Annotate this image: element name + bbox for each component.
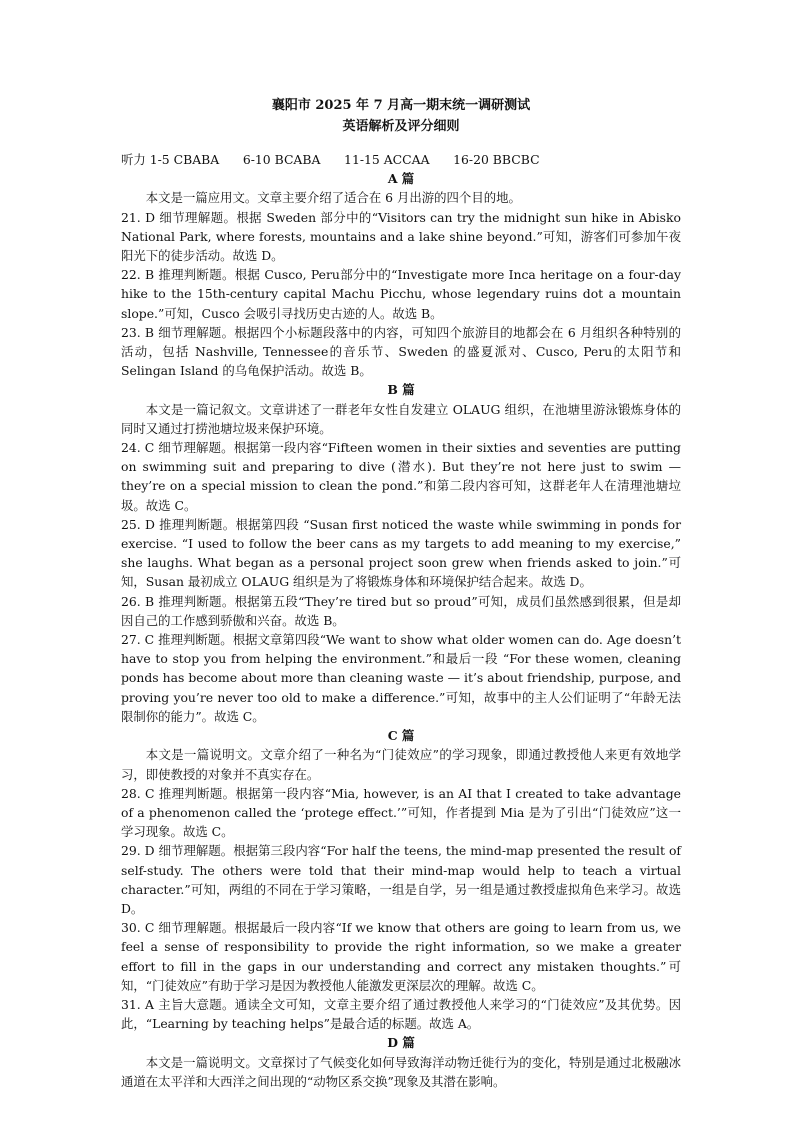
section-heading-c: C 篇 xyxy=(387,728,415,744)
question-25: 25. D 推理判断题。根据第四段 “Susan first noticed the waste while swimming in ponds for exercise. “I used to follow the beer cans as my targets to add meaning to my exercise,” she laughs. What began as a personal project soon grew when friends asked to join.”可知，Susan 最初成立 OLAUG 组织是为了将锻炼身体和环境保护结合起来。故选 D。 xyxy=(121,516,681,590)
question-24: 24. C 细节理解题。根据第一段内容“Fifteen women in their sixties and seventies are putting on swimming suit and preparing to dive (潜水). But they’re not here just to swim — they’re on a special mission to clean the pond.”和第二段内容可知，这群老年人在清理池塘垃圾。故选 C。 xyxy=(121,440,681,513)
section-heading-d: D 篇 xyxy=(387,1035,415,1051)
question-26: 26. B 推理判断题。根据第五段“They’re tired but so proud”可知，成员们虽然感到很累，但是却因自己的工作感到骄傲和兴奋。故选 B。 xyxy=(121,593,681,628)
listening-answers: 听力 1-5 CBABA 6-10 BCABA 11-15 ACCAA 16-20 BBCBC xyxy=(121,152,540,167)
question-29: 29. D 细节理解题。根据第三段内容“For half the teens, the mind-map presented the result of self-study. The others were told that their mind-map would help to teach a virtual character.”可知，两组的不同在于学习策略，一组是自学，另一组是通过教授虚拟角色来学习。故选 D。 xyxy=(121,843,681,916)
section-intro-a: 本文是一篇应用文。文章主要介绍了适合在 6 月出游的四个目的地。 xyxy=(145,190,521,206)
section-intro-b: 本文是一篇记叙文。文章讲述了一群老年女性自发建立 OLAUG 组织，在池塘里游泳锻炼身体的同时又通过打捞池塘垃圾来保护环境。 xyxy=(121,401,681,436)
section-intro-c: 本文是一篇说明文。文章介绍了一种名为“门徒效应”的学习现象，即通过教授他人来更有效地学习，即使教授的对象并不真实存在。 xyxy=(121,747,681,782)
page-subtitle: 英语解析及评分细则 xyxy=(342,119,460,134)
question-28: 28. C 推理判断题。根据第一段内容“Mia, however, is an AI that I created to take advantage of a phenomenon called the ‘protege effect.’”可知，作者提到 Mia 是为了引出“门徒效应”这一学习现象。故选 C。 xyxy=(121,785,681,840)
section-heading-a: A 篇 xyxy=(387,171,415,187)
question-22: 22. B 推理判断题。根据 Cusco, Peru部分中的“Investigate more Inca heritage on a four-day hike to the 15th-century capital Machu Picchu, whose legendary ruins dot a mountain slope.”可知，Cusco 会吸引寻找历史古迹的人。故选 B。 xyxy=(121,267,681,321)
section-intro-d: 本文是一篇说明文。文章探讨了气候变化如何导致海洋动物迁徙行为的变化，特别是通过北极融冰通道在太平洋和大西洋之间出现的“动物区系交换”现象及其潜在影响。 xyxy=(121,1054,681,1089)
question-27: 27. C 推理判断题。根据文章第四段“We want to show what older women can do. Age doesn’t have to stop you from helping the environment.”和最后一段 “For these women, cleaning ponds has become about more than cleaning waste — it’s about friendship, purpose, and proving you’re never too old to make a difference.”可知，故事中的主人公们证明了“年龄无法限制你的能力”。故选 C。 xyxy=(121,632,681,724)
question-23: 23. B 细节理解题。根据四个小标题段落中的内容，可知四个旅游目的地都会在 6 月组织各种特别的活动，包括 Nashville, Tennessee的音乐节、Sweden 的盛夏派对、Cusco, Peru的太阳节和 Selingan Island 的乌龟保护活动。故选 B。 xyxy=(121,324,681,379)
question-21: 21. D 细节理解题。根据 Sweden 部分中的“Visitors can try the midnight sun hike in Abisko National Park, where forests, mountains and a lake shine beyond.”可知，游客们可参加午夜阳光下的徒步活动。故选 D。 xyxy=(121,209,681,264)
question-30: 30. C 细节理解题。根据最后一段内容“If we know that others are going to learn from us, we feel a sense of responsibility to provide the right information, so we make a greater effort to fill in the gaps in our understanding and correct any mistaken thoughts.”可知，“门徒效应”有助于学习是因为教授他人能激发更深层次的理解。故选 C。 xyxy=(121,920,681,993)
question-31: 31. A 主旨大意题。通读全文可知，文章主要介绍了通过教授他人来学习的“门徒效应”及其优势。因此，“Learning by teaching helps”是最合适的标题。故选 A。 xyxy=(121,996,681,1032)
section-heading-b: B 篇 xyxy=(387,382,415,398)
page-title: 襄阳市 2025 年 7 月高一期末统一调研测试 xyxy=(271,98,531,113)
